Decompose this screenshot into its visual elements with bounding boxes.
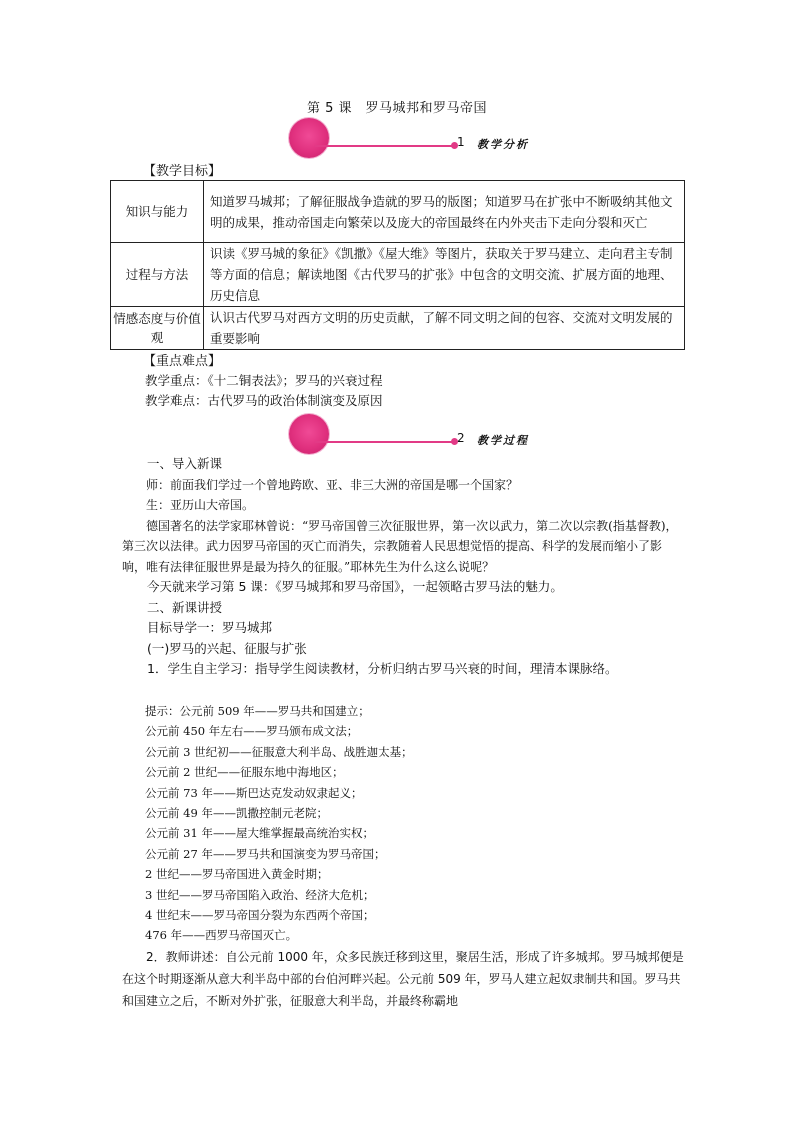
list-item: 公元前 49 年——凯撒控制元老院；	[145, 806, 328, 821]
header-rule	[315, 145, 453, 147]
section-label: 教学分析	[477, 138, 529, 151]
goal-label: 过程与方法	[111, 243, 204, 307]
list-item: 公元前 3 世纪初——征服意大利半岛、战胜迦太基；	[145, 744, 413, 759]
table-row	[111, 307, 685, 350]
pink-circle-icon	[289, 414, 329, 454]
header-rule	[315, 441, 453, 443]
goals-table	[110, 180, 685, 350]
list-item: 公元前 27 年——罗马共和国演变为罗马帝国；	[145, 846, 386, 861]
list-item: 公元前 450 年左右——罗马颁布成文法；	[145, 724, 359, 739]
lesson-title: 第 5 课 罗马城邦和罗马帝国	[306, 101, 488, 116]
table-row	[111, 181, 685, 243]
key-point: 教学重点：《十二铜表法》；罗马的兴衰过程	[145, 373, 383, 388]
today-text: 今天就来学习第 5 课：《罗马城邦和罗马帝国》，一起领略古罗马法的魅力。	[147, 579, 563, 594]
timeline-list	[145, 701, 685, 946]
table-row	[111, 243, 685, 307]
list-item: 476 年——西罗马帝国灭亡。	[145, 928, 298, 943]
goal-text: 认识古代罗马对西方文明的历史贡献，了解不同文明之间的包容、交流对文明发展的重要影响	[204, 307, 685, 350]
teaching-process-body	[122, 454, 685, 680]
goal-label: 情感态度与价值观	[111, 307, 204, 350]
new-lesson-heading: 二、新课讲授	[147, 599, 223, 615]
section-number: 1	[457, 135, 465, 149]
list-item: 提示：公元前 509 年——罗马共和国建立；	[145, 704, 370, 718]
goal-text: 识读《罗马城的象征》《凯撒》《屋大维》等图片，获取关于罗马建立、走向君主专制等方面的信息；解读地图《古代罗马的扩张》中包含的文明交流、扩展方面的地理、历史信息	[204, 243, 685, 307]
goal-label: 知识与能力	[111, 181, 204, 243]
list-item: 3 世纪——罗马帝国陷入政治、经济大危机；	[145, 887, 375, 902]
difficult-point: 教学难点：古代罗马的政治体制演变及原因	[145, 393, 383, 408]
step-one: 1．学生自主学习：指导学生阅读教材，分析归纳古罗马兴衰的时间，理清本课脉络。	[147, 661, 618, 676]
list-item: 公元前 2 世纪——征服东地中海地区；	[145, 765, 344, 780]
target-heading: 目标导学一：罗马城邦	[147, 620, 273, 635]
student-answer: 生：亚历山大帝国。	[146, 498, 255, 512]
section-header-analysis	[285, 118, 545, 162]
section-label: 教学过程	[477, 434, 529, 447]
goals-heading: 【教学目标】	[143, 164, 222, 179]
subsection-heading: (一)罗马的兴起、征服与扩张	[147, 640, 307, 656]
list-item: 公元前 73 年——斯巴达克发动奴隶起义；	[145, 785, 363, 800]
step-two: 2．教师讲述：自公元前 1000 年，众多民族迁移到这里，聚居生活，形成了许多城邦。罗马城邦便是在这个时期逐渐从意大利半岛中部的台伯河畔兴起。公元前 509 年，罗马人建立起奴隶制共和国。罗马共和国建立之后，不断对外扩张，征服意大利半岛，并最终称霸地	[122, 950, 684, 1008]
jhering-quote: 德国著名的法学家耶林曾说：“罗马帝国曾三次征服世界，第一次以武力，第二次以宗教(指基督教)，第三次以法律。武力因罗马帝国的灭亡而消失，宗教随着人民思想觉悟的提高、科学的发展而缩小了影响，唯有法律征服世界是最为持久的征服。”耶林先生为什么这么说呢？	[122, 518, 678, 574]
list-item: 公元前 31 年——屋大维掌握最高统治实权；	[145, 826, 374, 841]
section-number: 2	[457, 431, 465, 445]
teacher-question: 师：前面我们学过一个曾地跨欧、亚、非三大洲的帝国是哪一个国家？	[146, 477, 519, 492]
pink-circle-icon	[289, 118, 329, 158]
list-item: 4 世纪末——罗马帝国分裂为东西两个帝国；	[145, 908, 375, 923]
section-header-process	[285, 414, 545, 458]
list-item: 2 世纪——罗马帝国进入黄金时期；	[145, 867, 329, 882]
intro-heading: 一、导入新课	[147, 456, 223, 471]
key-heading: 【重点难点】	[143, 354, 222, 369]
goal-text: 知道罗马城邦；了解征服战争造就的罗马的版图；知道罗马在扩张中不断吸纳其他文明的成果，推动帝国走向繁荣以及庞大的帝国最终在内外夹击下走向分裂和灭亡	[204, 181, 685, 243]
